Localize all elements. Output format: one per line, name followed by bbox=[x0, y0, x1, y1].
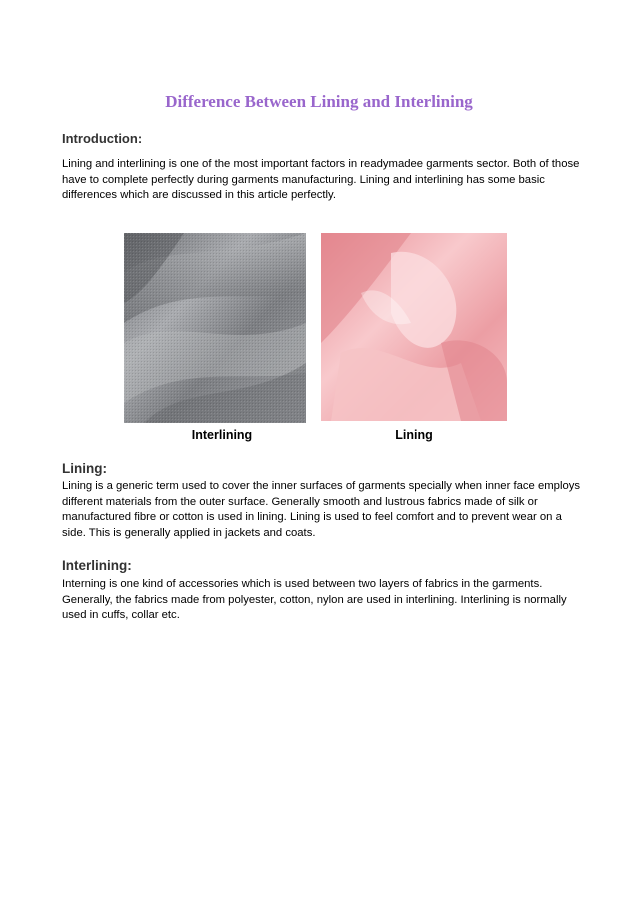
interlining-caption: Interlining bbox=[191, 428, 253, 442]
interlining-paragraph: Interning is one kind of accessories which is used between two layers of fabrics in the garments. Generally, the fabrics made from polyester, cotton, nylon are used in interlining. Interlining is normally used in cuffs, collar etc. bbox=[62, 578, 567, 621]
page-title: Difference Between Lining and Interlining bbox=[165, 92, 473, 111]
interlining-fabric-image bbox=[124, 233, 306, 423]
lining-caption: Lining bbox=[395, 428, 433, 442]
introduction-paragraph: Lining and interlining is one of the most important factors in readymadee garments sector. Both of those have to complete perfectly during garments manufacturing. Lining and interlining has some basic differences which are discussed in this article perfectly. bbox=[62, 158, 580, 201]
interlining-fabric-graphic bbox=[124, 233, 306, 423]
lining-paragraph: Lining is a generic term used to cover the inner surfaces of garments specially when inner face employs different materials from the outer surface. Generally smooth and lustrous fabrics made of silk or manufactured fibre or cotton is used in lining. Lining is used to feel comfort and to prevent wear on a side. This is generally applied in jackets and coats. bbox=[62, 480, 581, 539]
lining-fabric-image bbox=[321, 233, 507, 421]
lining-fabric-graphic bbox=[321, 233, 507, 421]
lining-heading: Lining: bbox=[62, 461, 107, 476]
interlining-heading: Interlining: bbox=[62, 558, 132, 573]
introduction-heading: Introduction: bbox=[62, 131, 143, 146]
